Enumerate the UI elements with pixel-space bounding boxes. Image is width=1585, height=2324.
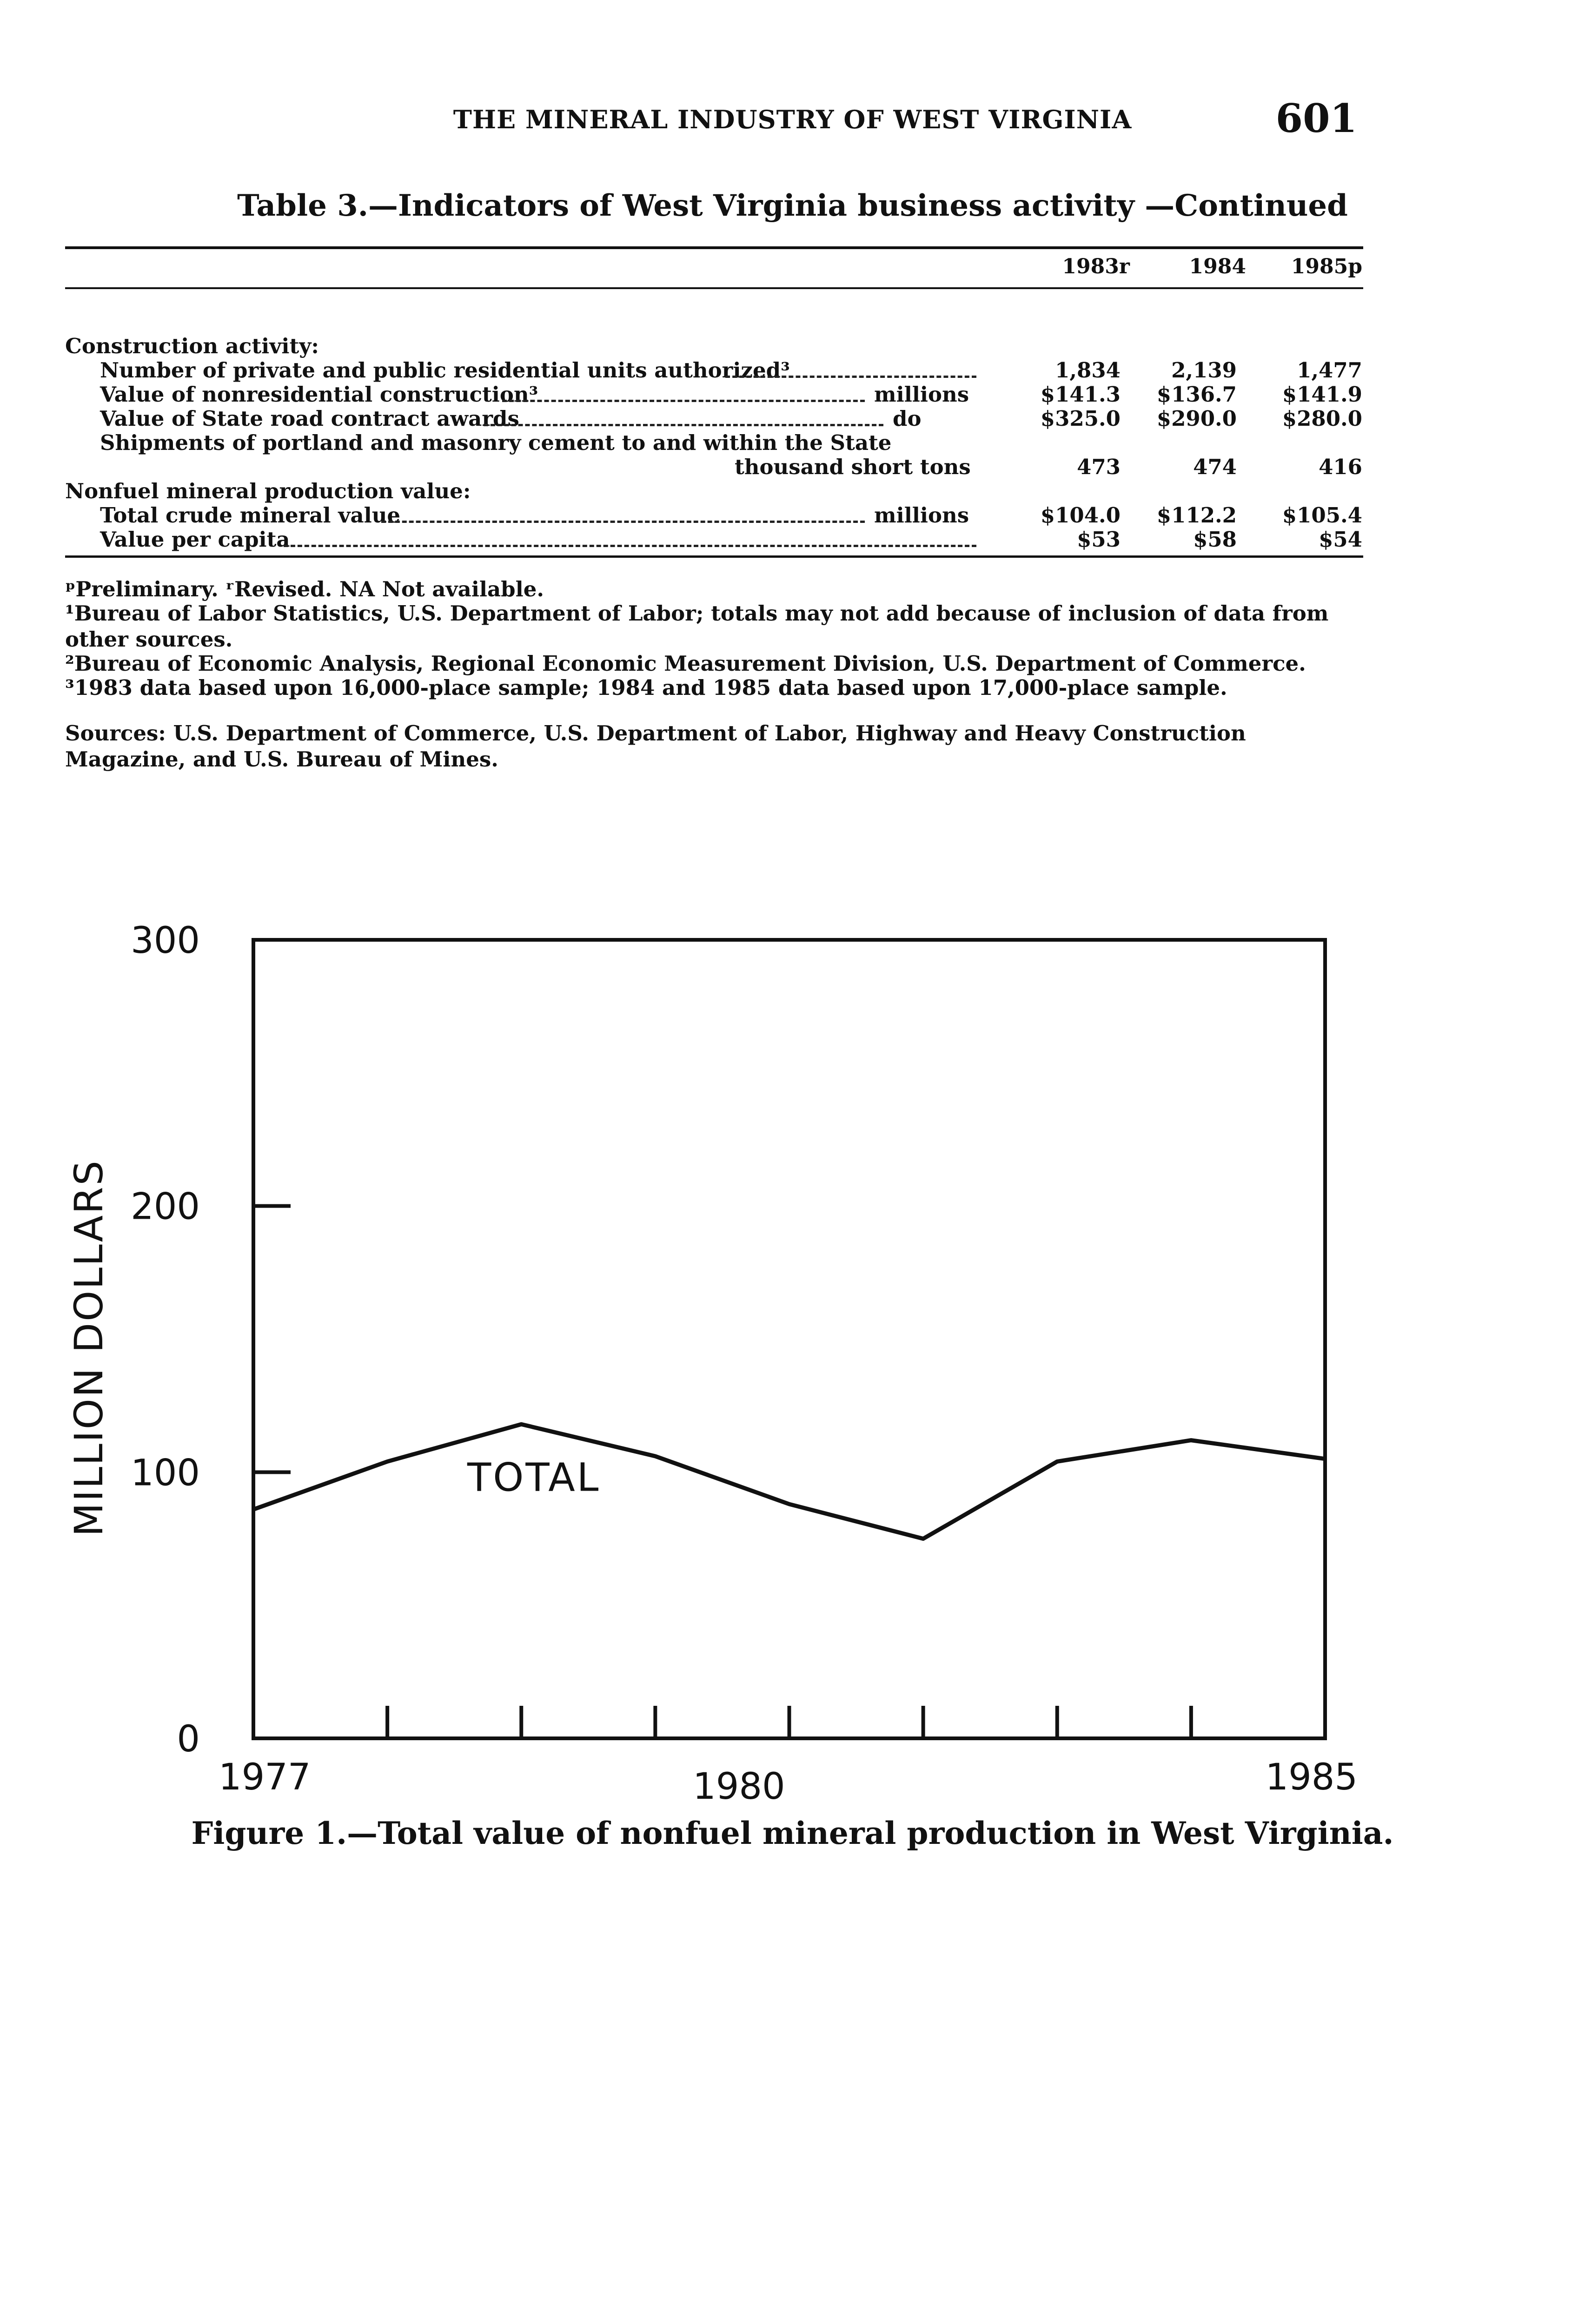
row-label-total-crude: Total crude mineral value [100,503,401,528]
section-heading-construction: Construction activity: [65,334,319,358]
figure-caption: Figure 1.—Total value of nonfuel mineral production in West Virginia. [191,1815,1394,1851]
x-tick-label: 1985 [1265,1756,1358,1798]
cell-cement-1983: 473 [1077,455,1121,479]
data-point [655,1456,656,1457]
table-top-rule [65,246,1363,249]
column-header-1983: 1983r [1062,255,1130,278]
row-label-cement: Shipments of portland and masonry cement to and within the State [100,430,892,455]
row-label-nonresidential: Value of nonresidential construction³ [100,382,538,407]
cell-nonresidential-1984: $136.7 [1156,382,1237,407]
footnote-1: ¹Bureau of Labor Statistics, U.S. Department of Labor; totals may not add because of inclusion of data from other sources. [65,601,1329,652]
cell-residential-1984: 2,139 [1171,358,1237,383]
footnote-symbols: ᵖPreliminary. ʳRevised. NA Not available. [65,577,544,601]
line-chart [0,883,1585,1906]
table-header-rule [65,287,1363,289]
series-label-total: TOTAL [467,1454,601,1500]
row-unit-road-awards: do [893,406,922,431]
data-point [923,1538,924,1539]
cell-nonresidential-1985: $141.9 [1282,382,1362,407]
row-leader [381,521,865,523]
chart-plot-frame [253,940,1325,1738]
cell-per-capita-1983: $53 [1077,527,1121,552]
x-tick-label: 1977 [219,1756,311,1798]
column-header-1985: 1985p [1291,255,1362,278]
x-axis-ticks [387,1706,1191,1738]
sources-note: Sources: U.S. Department of Commerce, U.S. Department of Labor, Highway and Heavy Construction Magazine, and U.S. Bureau of Mines. [65,721,1246,772]
cell-cement-1985: 416 [1319,455,1362,479]
row-leader [284,545,976,547]
column-header-1984: 1984 [1189,255,1246,278]
row-unit-nonresidential: millions [874,382,969,407]
row-unit-cement: thousand short tons [735,455,971,479]
footnote-3: ³1983 data based upon 16,000-place sample; 1984 and 1985 data based upon 17,000-place sample. [65,675,1227,700]
cell-per-capita-1985: $54 [1319,527,1362,552]
y-tick-label: 100 [131,1452,200,1494]
cell-total-crude-1984: $112.2 [1156,503,1237,528]
data-point [387,1461,388,1462]
data-point [521,1424,522,1425]
row-leader [484,424,883,426]
cell-cement-1984: 474 [1193,455,1237,479]
section-heading-nonfuel: Nonfuel mineral production value: [65,479,471,503]
y-tick-label: 200 [131,1186,200,1228]
cell-per-capita-1984: $58 [1193,527,1237,552]
running-title: THE MINERAL INDUSTRY OF WEST VIRGINIA [453,105,1132,134]
data-point [789,1504,790,1505]
cell-total-crude-1983: $104.0 [1040,503,1121,528]
row-label-residential-units: Number of private and public residential units authorized³ [100,358,790,383]
page-number: 601 [1275,95,1357,141]
x-tick-label: 1980 [693,1766,785,1808]
y-axis-label: MILLION DOLLARS [66,1159,112,1537]
series-line-total [253,1424,1325,1538]
cell-road-1983: $325.0 [1040,406,1121,431]
table-bottom-rule [65,555,1363,558]
row-label-per-capita: Value per capita [100,527,290,552]
cell-total-crude-1985: $105.4 [1282,503,1362,528]
y-axis-ticks [253,1206,291,1472]
plot-border [253,940,1325,1738]
chart-series [253,1424,1326,1539]
cell-road-1985: $280.0 [1282,406,1362,431]
cell-residential-1985: 1,477 [1297,358,1362,383]
cell-road-1984: $290.0 [1156,406,1237,431]
table-caption: Table 3.—Indicators of West Virginia business activity —Continued [237,188,1348,223]
cell-residential-1983: 1,834 [1055,358,1121,383]
row-leader [502,400,865,402]
data-point [253,1509,254,1510]
x-axis-tick-labels [219,1756,1358,1808]
row-unit-total-crude: millions [874,503,969,528]
data-point [1057,1461,1058,1462]
row-label-road-awards: Value of State road contract awards [100,406,519,431]
row-leader [725,376,976,378]
figure-1-chart [0,883,1585,1906]
y-axis-tick-labels [131,920,200,1760]
y-tick-label: 0 [177,1718,200,1760]
footnote-2: ²Bureau of Economic Analysis, Regional Economic Measurement Division, U.S. Department of Commerce. [65,651,1306,676]
cell-nonresidential-1983: $141.3 [1040,382,1121,407]
y-tick-label: 300 [131,920,200,962]
data-point [1191,1440,1192,1441]
